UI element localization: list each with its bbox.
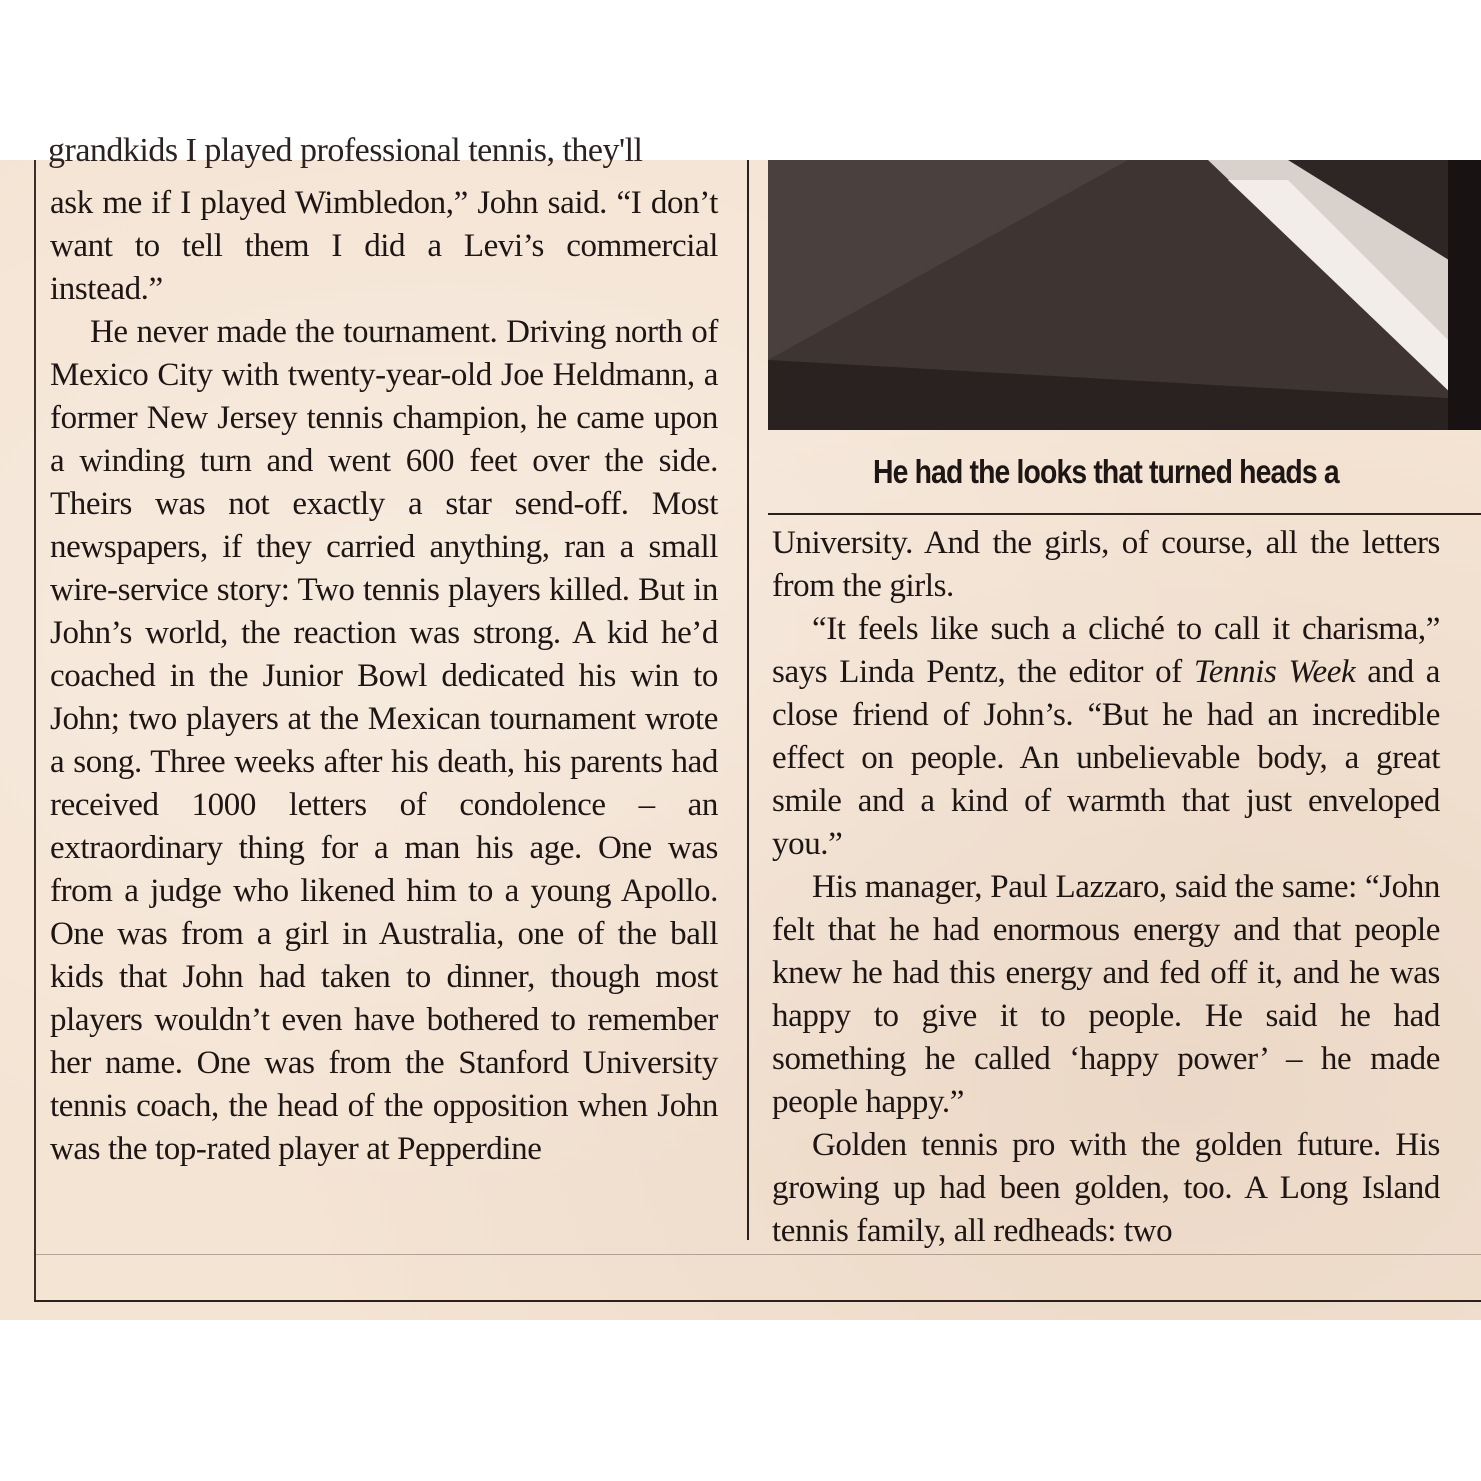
column-divider: [747, 160, 749, 1240]
photo-image: [768, 160, 1481, 430]
fold-line: [34, 1254, 1481, 1255]
left-paragraph-2: He never made the tournament. Driving north of Mexico City with twenty-year-old Joe Heldmann, a former New Jersey tennis champion, he came upon a winding turn and went 600 feet over the side. Theirs was not exactly a star send-off. Most newspapers, if they carried anything, ran a small wire-service story: Two tennis players killed. But in John’s world, the reaction was strong. A kid he’d coached in the Junior Bowl dedicated his win to John; two players at the Mexican tournament wrote a song. Three weeks after his death, his parents had received 1000 letters of condolence – an extraordinary thing for a man his age. One was from a judge who likened him to a young Apollo. One was from a girl in Australia, one of the ball kids that John had taken to dinner, though most players wouldn’t even have bothered to remember her name. One was from the Stanford University tennis coach, the head of the opposition when John was the top-rated player at Pepperdine: [50, 314, 718, 1167]
bottom-rule: [34, 1300, 1481, 1302]
right-paragraph-3: His manager, Paul Lazzaro, said the same: “John felt that he had enormous energy and that people knew he had this energy and fed off it, and he was happy to give it to people. He said he had something he called ‘happy power’ – he made people happy.”: [772, 869, 1440, 1120]
quote-part-a: “It feels like such a cliché to call it charisma,” says Linda Pentz, the editor of: [772, 611, 1440, 690]
left-paragraph-1: ask me if I played Wimbledon,” John said. “I don’t want to tell them I did a Levi’s commercial instead.”: [50, 185, 718, 307]
newspaper-clipping: [0, 132, 1481, 1320]
quote-part-b: and a close friend of John’s. “But he had an incredible effect on people. An unbelievable body, a great smile and a kind of warmth that just enveloped you.”: [772, 654, 1440, 862]
left-column: [50, 182, 718, 1171]
publication-title: Tennis Week: [1193, 654, 1356, 690]
right-paragraph-2: [772, 608, 1440, 866]
cut-off-top-line: grandkids I played professional tennis, they'll: [48, 132, 643, 169]
caption-divider: [768, 513, 1481, 515]
right-paragraph-1: University. And the girls, of course, all the letters from the girls.: [772, 525, 1440, 604]
right-column: [772, 522, 1440, 1253]
left-edge-rule: [34, 160, 36, 1300]
photo: [768, 160, 1481, 430]
photo-caption: He had the looks that turned heads a: [873, 453, 1339, 490]
right-paragraph-4: Golden tennis pro with the golden future. His growing up had been golden, too. A Long Island tennis family, all redheads: two: [772, 1127, 1440, 1249]
